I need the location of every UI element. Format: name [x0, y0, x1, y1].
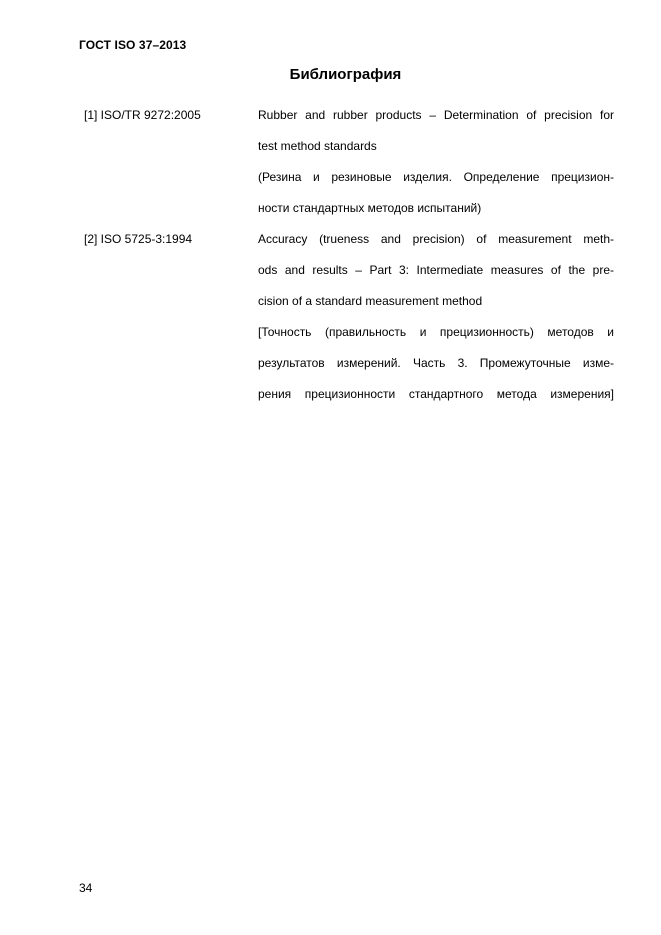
entry-line: рения прецизионности стандартного метода измерения] — [258, 387, 614, 401]
entry-line: результатов измерений. Часть 3. Промежуточные изме- — [258, 356, 614, 370]
entry-reference: [2] ISO 5725-3:1994 — [84, 232, 193, 246]
entry-line: Rubber and rubber products – Determination of precision for — [258, 108, 614, 122]
entry-line: [Точность (правильность и прецизионность) методов и — [258, 325, 614, 339]
entry-description — [258, 224, 614, 410]
entry-line: cision of a standard measurement method — [258, 294, 483, 308]
entry-description — [258, 100, 614, 224]
bibliography-entry — [84, 100, 614, 224]
entry-line: ности стандартных методов испытаний) — [258, 201, 482, 215]
bibliography-entry — [84, 224, 614, 410]
entry-line: (Резина и резиновые изделия. Определение прецизион- — [258, 170, 614, 184]
page-title: Библиография — [289, 66, 402, 83]
page-number: 34 — [79, 881, 93, 895]
bibliography-list — [84, 100, 614, 410]
entry-reference: [1] ISO/TR 9272:2005 — [84, 108, 201, 122]
entry-line: test method standards — [258, 139, 377, 153]
entry-line: Accuracy (trueness and precision) of measurement meth- — [258, 232, 614, 246]
entry-line: ods and results – Part 3: Intermediate measures of the pre- — [258, 263, 614, 277]
document-standard-code: ГОСТ ISO 37–2013 — [79, 38, 187, 52]
